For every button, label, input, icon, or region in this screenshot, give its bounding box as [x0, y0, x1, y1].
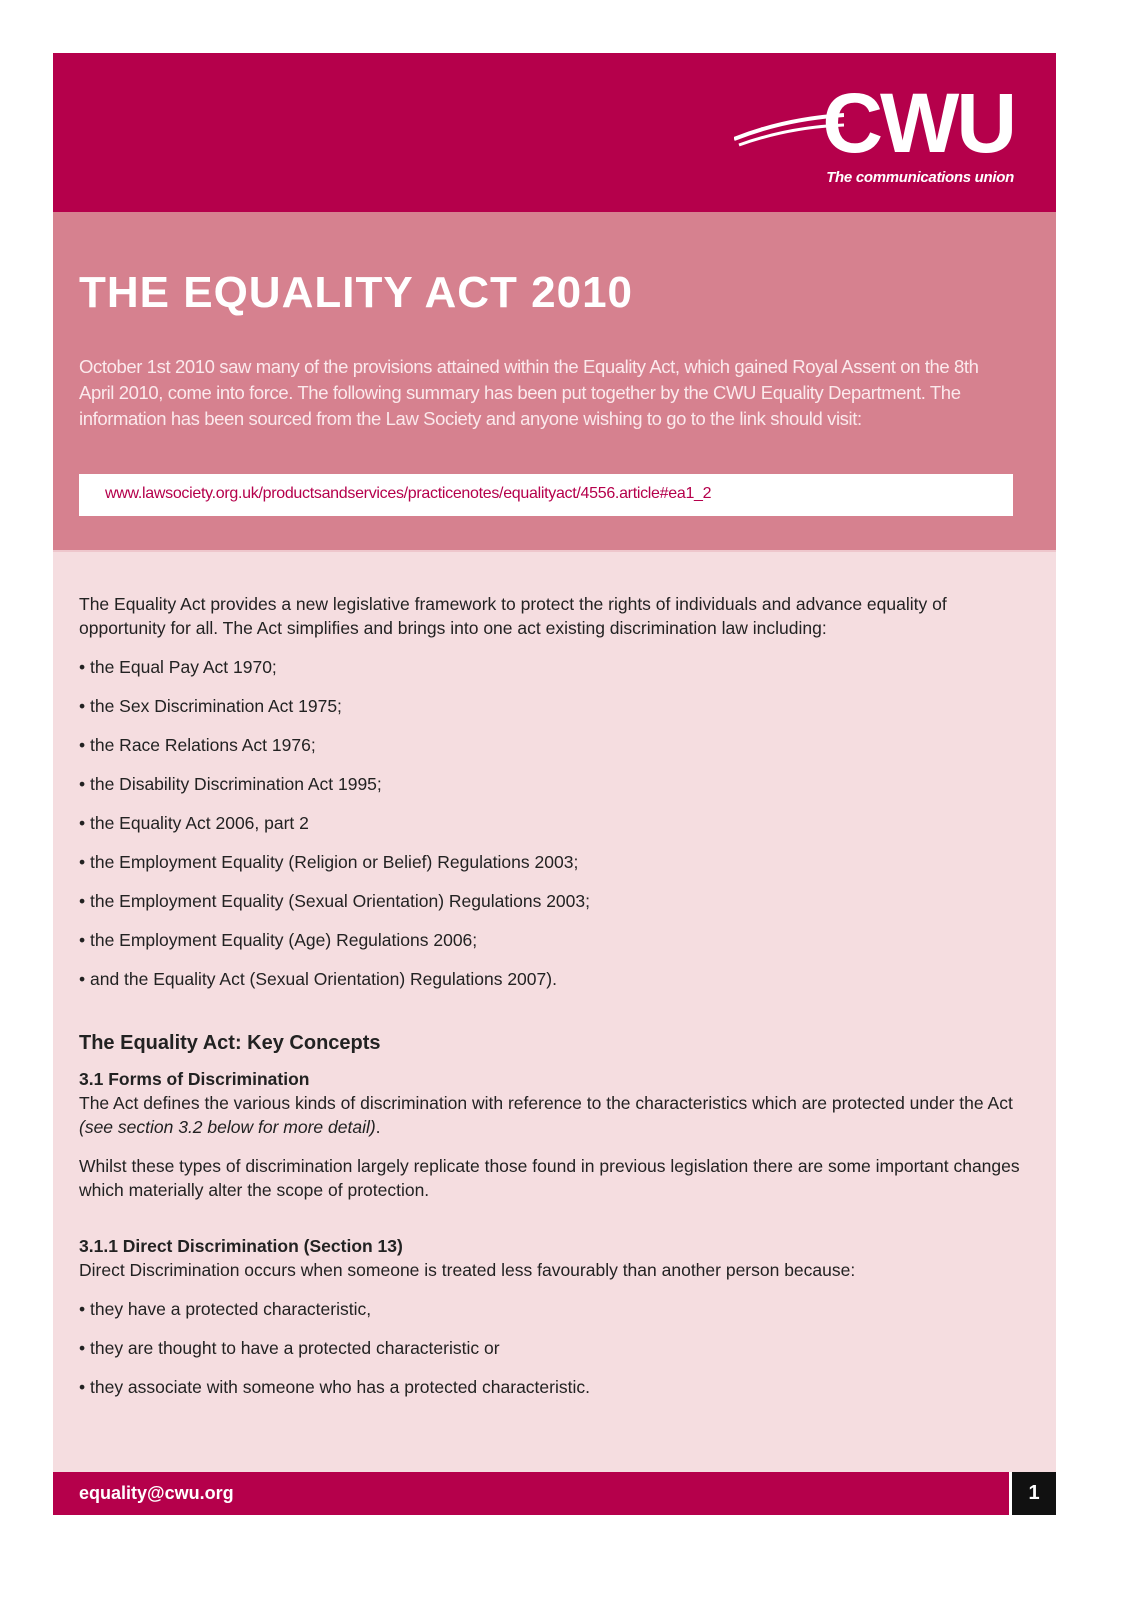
- list-item: • the Employment Equality (Sexual Orientation) Regulations 2003;: [79, 891, 590, 911]
- italic-note: (see section 3.2 below for more detail): [79, 1117, 376, 1137]
- footer-email[interactable]: equality@cwu.org: [79, 1483, 234, 1503]
- paragraph: [79, 1091, 1030, 1139]
- list-item: • and the Equality Act (Sexual Orientation) Regulations 2007).: [79, 969, 557, 989]
- list-item: • the Employment Equality (Age) Regulations 2006;: [79, 930, 478, 950]
- list-item: • they associate with someone who has a protected characteristic.: [79, 1377, 590, 1397]
- list-item: • the Disability Discrimination Act 1995;: [79, 774, 382, 794]
- subsection-title: 3.1.1 Direct Discrimination (Section 13): [79, 1236, 403, 1256]
- law-society-link[interactable]: www.lawsociety.org.uk/productsandservices/practicenotes/equalityact/4556.article#ea1_2: [79, 474, 1013, 516]
- list-item: • the Equal Pay Act 1970;: [79, 657, 277, 677]
- paragraph: Whilst these types of discrimination largely replicate those found in previous legislation there are some important changes which materially alter the scope of protection.: [79, 1156, 1020, 1200]
- intro-panel: [53, 212, 1056, 552]
- section-heading: The Equality Act: Key Concepts: [79, 1032, 381, 1054]
- intro-paragraph: The Equality Act provides a new legislative framework to protect the rights of individuals and advance equality of opportunity for all. The Act simplifies and brings into one act existing discrimination law including:: [79, 594, 947, 638]
- text: .: [375, 1117, 381, 1137]
- list-item: • the Sex Discrimination Act 1975;: [79, 696, 342, 716]
- subsection-title: 3.1 Forms of Discrimination: [79, 1069, 310, 1089]
- page-title: THE EQUALITY ACT 2010: [79, 268, 634, 317]
- header-banner: [53, 53, 1056, 212]
- logo-text: CWU: [822, 76, 1014, 170]
- text: The Act defines the various kinds of discrimination with reference to the characteristics which are protected under the Act: [79, 1093, 1013, 1113]
- intro-text: October 1st 2010 saw many of the provisions attained within the Equality Act, which gained Royal Assent on the 8th April 2010, come into force. The following summary has been put together by the CWU Equality Department. The information has been sourced from the Law Society and anyone wishing to go to the link should visit:: [79, 356, 979, 429]
- list-item: • they are thought to have a protected characteristic or: [79, 1338, 500, 1358]
- main-content: [53, 552, 1056, 1472]
- list-item: • the Employment Equality (Religion or Belief) Regulations 2003;: [79, 852, 579, 872]
- document-page: [53, 53, 1056, 1515]
- footer-bar: [53, 1472, 1056, 1515]
- cwu-logo: [734, 76, 1014, 191]
- paragraph: Direct Discrimination occurs when someone is treated less favourably than another person because:: [79, 1260, 856, 1280]
- list-item: • they have a protected characteristic,: [79, 1299, 372, 1319]
- logo-tagline: The communications union: [826, 169, 1014, 186]
- page-number: 1: [1009, 1472, 1056, 1515]
- list-item: • the Equality Act 2006, part 2: [79, 813, 309, 833]
- list-item: • the Race Relations Act 1976;: [79, 735, 316, 755]
